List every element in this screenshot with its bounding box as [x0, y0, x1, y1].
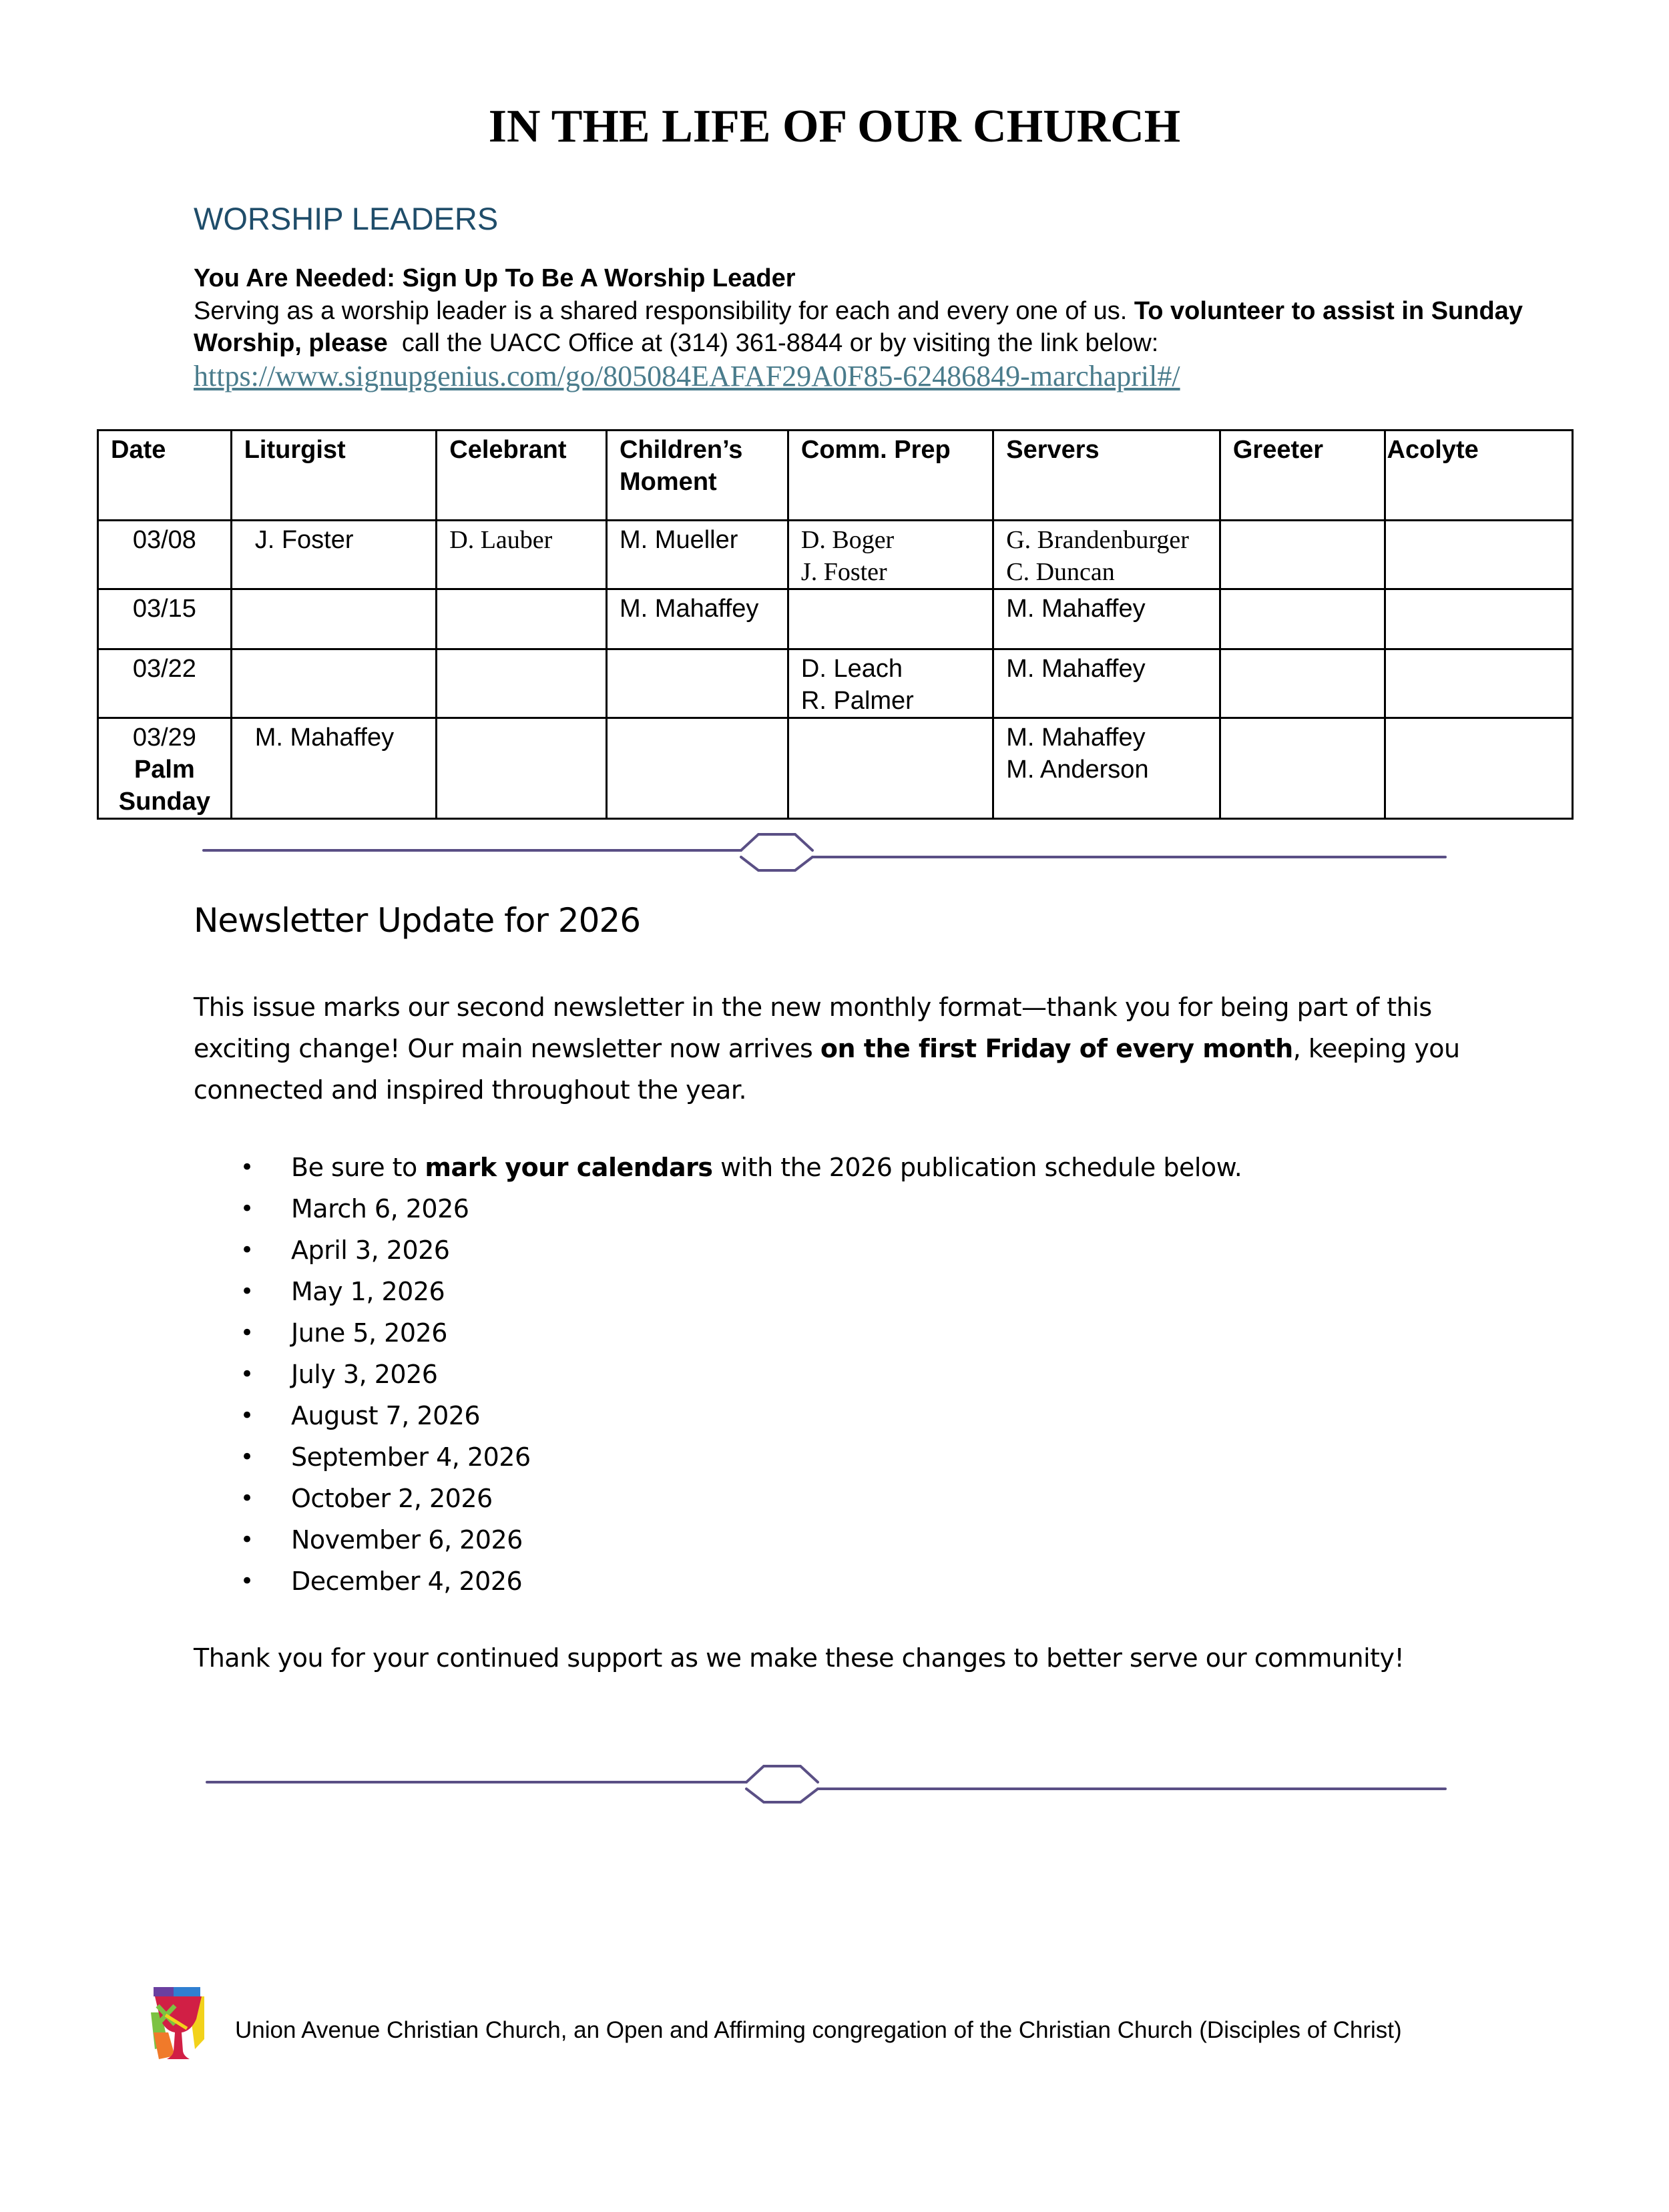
- worship-schedule-table: [97, 429, 1574, 820]
- col-header-comm-prep: Comm. Prep: [788, 431, 993, 521]
- list-item: • November 6, 2026: [194, 1519, 1242, 1561]
- cell-greeter: [1220, 718, 1385, 819]
- list-item: • September 4, 2026: [194, 1436, 1242, 1478]
- cell-comm-prep: D. Boger J. Foster: [788, 521, 993, 589]
- list-item: • July 3, 2026: [194, 1354, 1242, 1395]
- cell-comm-prep: [788, 718, 993, 819]
- cell-greeter: [1220, 521, 1385, 589]
- cell-acolyte: [1385, 521, 1572, 589]
- table-row: [98, 718, 1573, 819]
- palm-sunday-label: Palm: [134, 756, 195, 784]
- list-item: • August 7, 2026: [194, 1395, 1242, 1436]
- table-row: [98, 521, 1573, 589]
- footer-text: Union Avenue Christian Church, an Open and Affirming congregation of the Christian Church (Disciples of Christ): [235, 2017, 1402, 2043]
- cell-liturgist: [231, 649, 437, 718]
- cell-greeter: [1220, 589, 1385, 649]
- cell-celebrant: [437, 589, 607, 649]
- list-item: • May 1, 2026: [194, 1271, 1242, 1312]
- bullet-icon: •: [240, 1278, 254, 1305]
- bullet-icon: •: [240, 1361, 254, 1388]
- bullet-icon: •: [240, 1485, 254, 1512]
- bullet-icon: •: [240, 1195, 254, 1222]
- bullet-icon: •: [240, 1402, 254, 1429]
- publication-schedule-list: [194, 1147, 1242, 1602]
- col-header-childrens-moment: Children’s Moment: [607, 431, 788, 521]
- bullet-icon: •: [240, 1527, 254, 1553]
- cell-celebrant: [437, 718, 607, 819]
- cell-liturgist: J. Foster: [231, 521, 437, 589]
- bullet-icon: •: [240, 1237, 254, 1264]
- cell-childrens-moment: M. Mahaffey: [607, 589, 788, 649]
- volunteer-description: [194, 295, 1596, 359]
- cell-acolyte: [1385, 649, 1572, 718]
- page-title: IN THE LIFE OF OUR CHURCH: [488, 101, 1181, 152]
- bullet-icon: •: [240, 1444, 254, 1470]
- cell-liturgist: M. Mahaffey: [231, 718, 437, 819]
- col-header-celebrant: Celebrant: [437, 431, 607, 521]
- chalice-logo-icon: [148, 1986, 208, 2062]
- signup-link[interactable]: https://www.signupgenius.com/go/805084EAFAF29A0F85-62486849-marchapril#/: [194, 360, 1180, 392]
- cell-childrens-moment: [607, 649, 788, 718]
- cell-servers: G. Brandenburger C. Duncan: [993, 521, 1220, 589]
- cell-childrens-moment: [607, 718, 788, 819]
- cell-comm-prep: D. Leach R. Palmer: [788, 649, 993, 718]
- col-header-servers: Servers: [993, 431, 1220, 521]
- volunteer-text-bold: To volunteer to assist in Sunday Worship, please: [194, 297, 1523, 357]
- list-item: • December 4, 2026: [194, 1561, 1242, 1602]
- list-item: • April 3, 2026: [194, 1229, 1242, 1271]
- hexagon-divider-icon: [200, 1761, 1449, 1808]
- cell-date: 03/15: [98, 589, 232, 649]
- table-row: [98, 649, 1573, 718]
- cell-acolyte: [1385, 589, 1572, 649]
- col-header-liturgist: Liturgist: [231, 431, 437, 521]
- cell-servers: M. Mahaffey: [993, 589, 1220, 649]
- col-header-date: Date: [98, 431, 232, 521]
- bullet-icon: •: [240, 1568, 254, 1595]
- list-item: • October 2, 2026: [194, 1478, 1242, 1519]
- list-item: • Be sure to mark your calendars with the 2026 publication schedule below.: [194, 1147, 1242, 1188]
- list-item: • June 5, 2026: [194, 1312, 1242, 1354]
- cell-servers: M. Mahaffey: [993, 649, 1220, 718]
- volunteer-call-heading: You Are Needed: Sign Up To Be A Worship Leader: [194, 264, 796, 292]
- cell-liturgist: [231, 589, 437, 649]
- cell-date: 03/08: [98, 521, 232, 589]
- table-row: [98, 589, 1573, 649]
- cell-greeter: [1220, 649, 1385, 718]
- volunteer-text-2: call the UACC Office at (314) 361-8844 or by visiting the link below:: [387, 329, 1159, 357]
- cell-date: 03/29 Palm Sunday: [98, 718, 232, 819]
- newsletter-schedule-bold: on the first Friday of every month: [820, 1034, 1293, 1063]
- cell-celebrant: [437, 649, 607, 718]
- bullet-icon: •: [240, 1154, 254, 1181]
- newsletter-heading: Newsletter Update for 2026: [194, 901, 641, 940]
- col-header-greeter: Greeter: [1220, 431, 1385, 521]
- bullet-icon: •: [240, 1320, 254, 1346]
- volunteer-text-1: Serving as a worship leader is a shared responsibility for each and every one of us.: [194, 297, 1134, 325]
- cell-servers: M. Mahaffey M. Anderson: [993, 718, 1220, 819]
- cell-acolyte: [1385, 718, 1572, 819]
- list-item: • March 6, 2026: [194, 1188, 1242, 1229]
- cell-childrens-moment: M. Mueller: [607, 521, 788, 589]
- cell-date: 03/22: [98, 649, 232, 718]
- closing-message: Thank you for your continued support as we make these changes to better serve our community!: [194, 1643, 1405, 1673]
- col-header-acolyte: Acolyte: [1385, 431, 1572, 521]
- worship-leaders-heading: WORSHIP LEADERS: [194, 201, 499, 236]
- cell-celebrant: D. Lauber: [437, 521, 607, 589]
- hexagon-divider-icon: [200, 829, 1449, 876]
- table-header-row: [98, 431, 1573, 521]
- cell-comm-prep: [788, 589, 993, 649]
- newsletter-paragraph: This issue marks our second newsletter in the new monthly format—thank you for being part of this exciting change! Our main newsletter now arrives on the first Friday of every month, keeping you connected and inspired throughout the year.: [194, 993, 1460, 1105]
